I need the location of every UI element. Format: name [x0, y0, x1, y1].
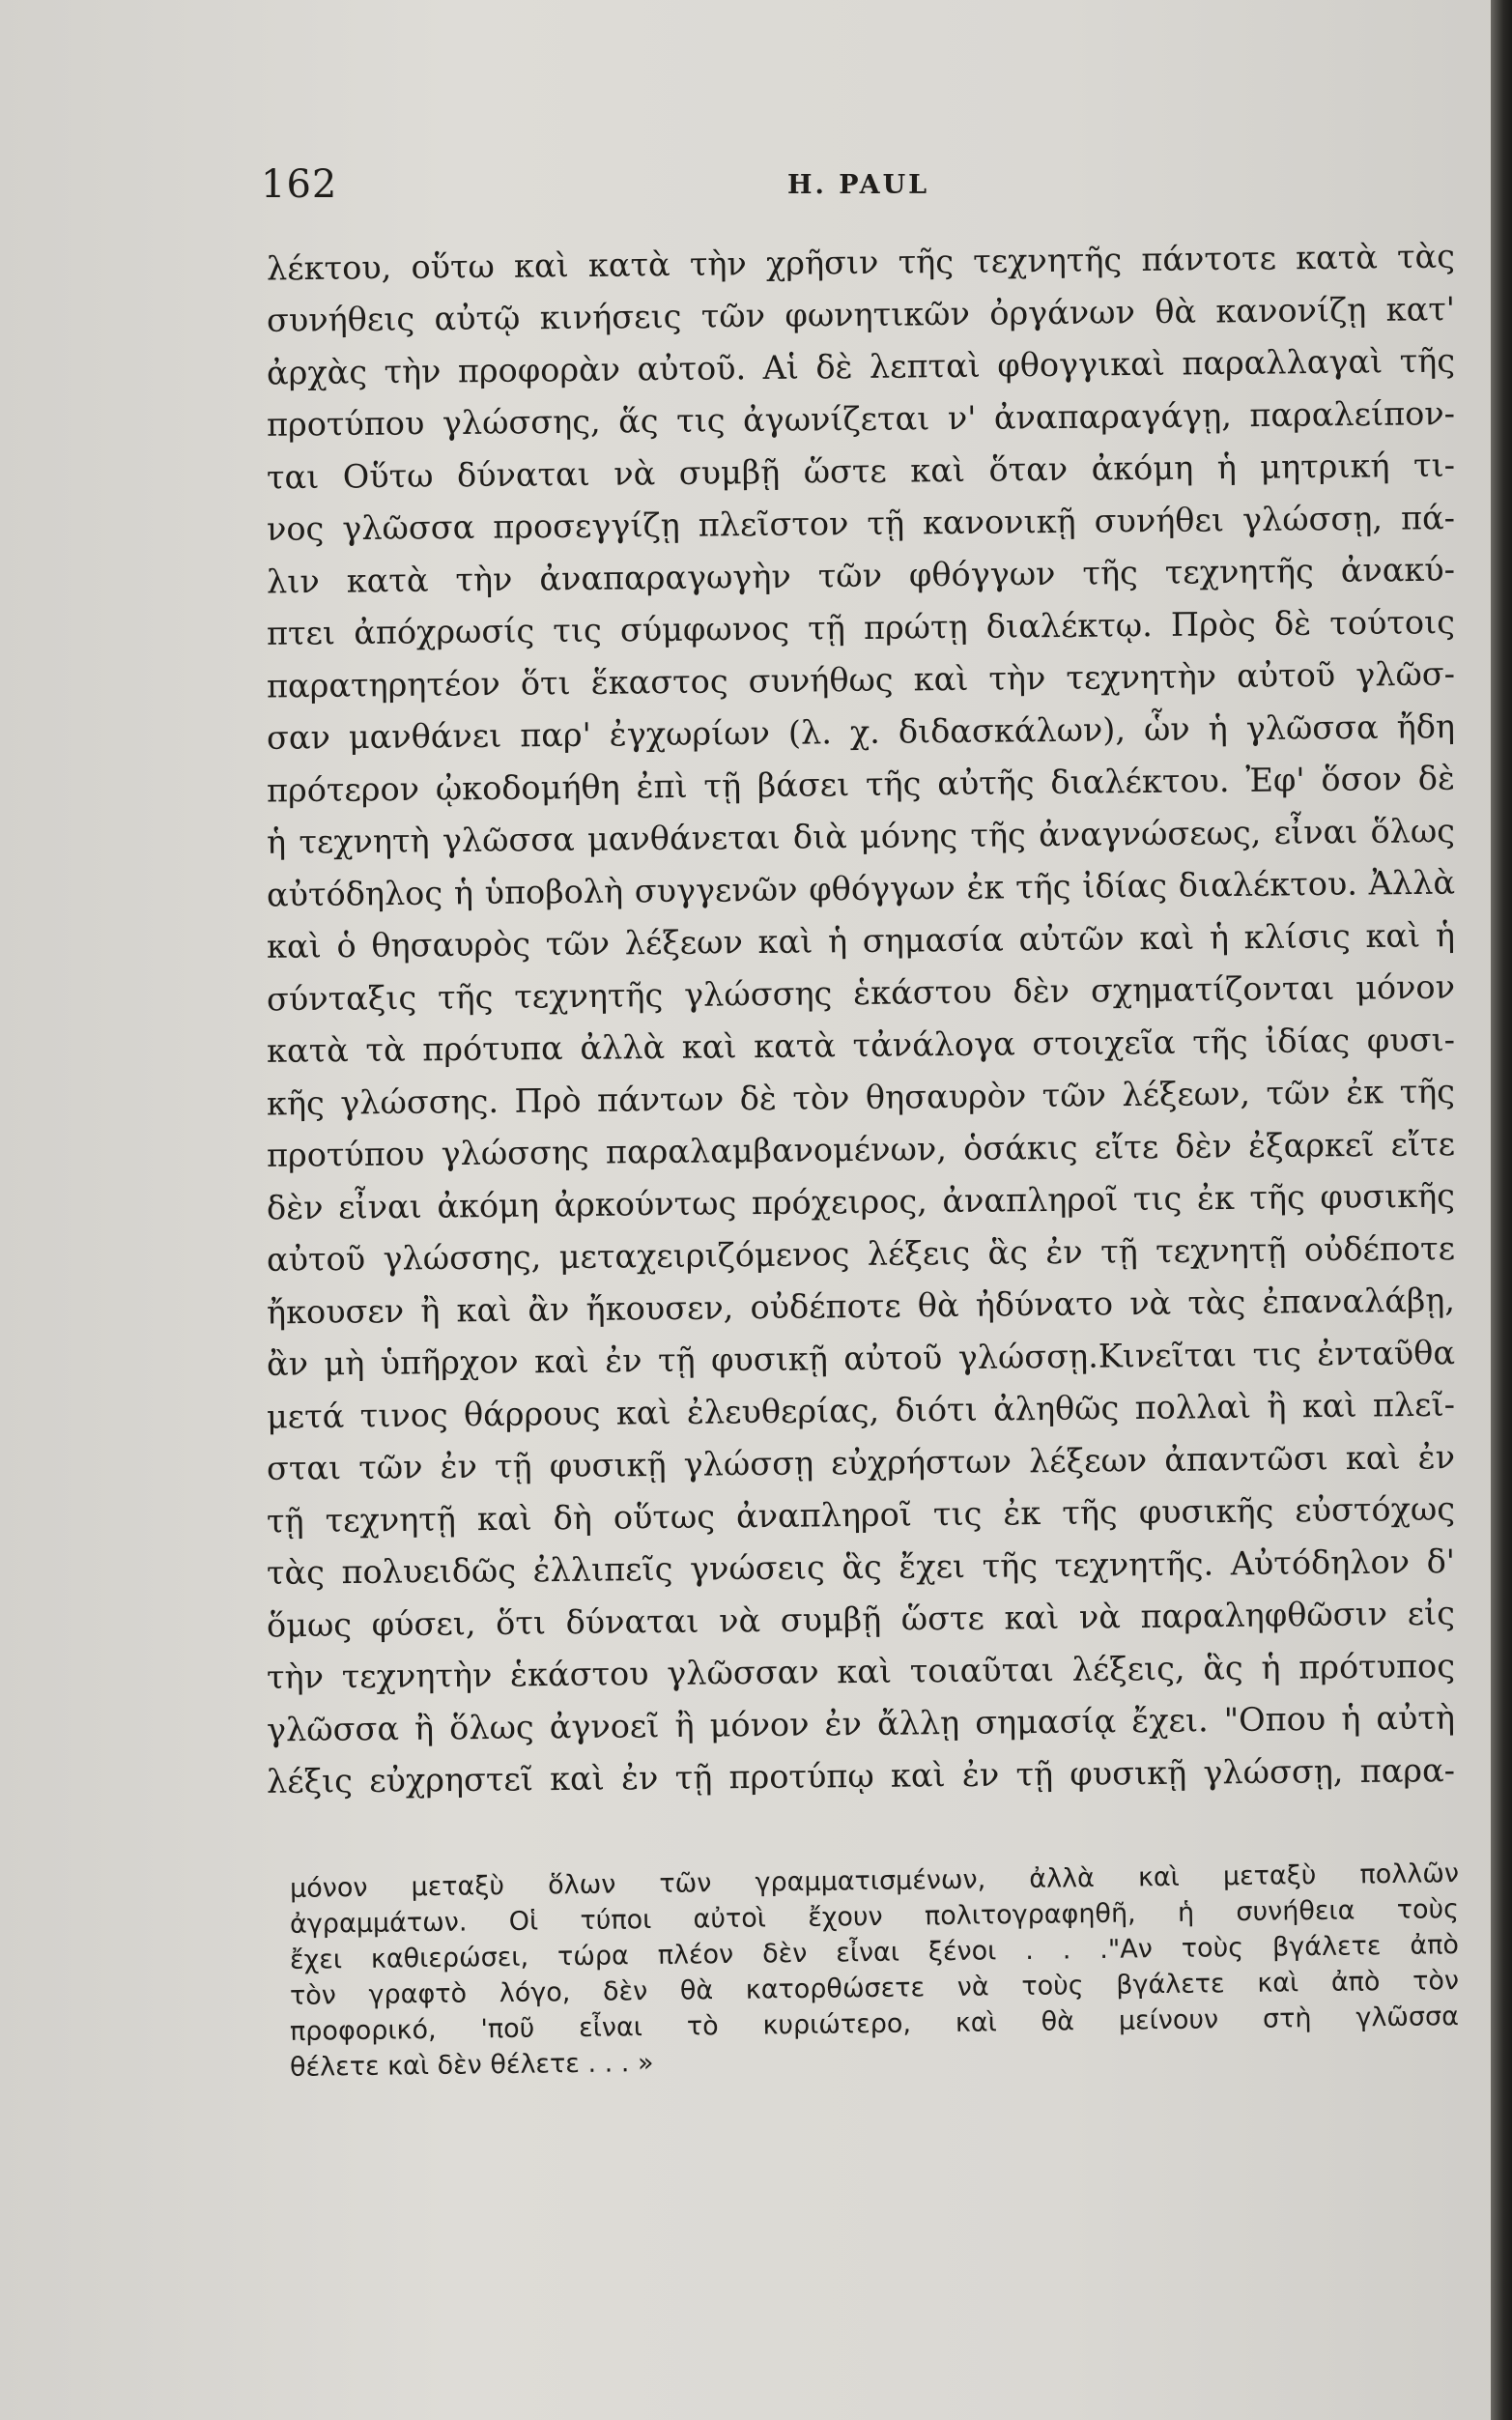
text-line: κατὰ τὰ πρότυπα ἀλλὰ καὶ κατὰ τἀνάλογα στοιχεῖα τῆς ἰδίας φυσι-: [266, 1021, 1456, 1070]
text-line: ἀρχὰς τὴν προφορὰν αὐτοῦ. Αἱ δὲ λεπταὶ φθογγικαὶ παραλλαγαὶ τῆς: [266, 341, 1456, 392]
text-line: τὴν τεχνητὴν ἑκάστου γλῶσσαν καὶ τοιαῦται λέξεις, ἃς ἡ πρότυπος: [266, 1647, 1456, 1696]
quote-line: ἔχει καθιερώσει, τώρα πλέον δὲν εἶναι ξένοι . . ."Αν τοὺς βγάλετε ἀπὸ: [289, 1930, 1460, 1975]
text-line: σται τῶν ἐν τῇ φυσικῇ γλώσσῃ εὐχρήστων λέξεων ἀπαντῶσι καὶ ἐν: [266, 1438, 1456, 1487]
text-line: ται Οὕτω δύναται νὰ συμβῇ ὥστε καὶ ὅταν ἀκόμη ἡ μητρική τι-: [266, 446, 1456, 497]
text-line: πρότερον ᾠκοδομήθη ἐπὶ τῇ βάσει τῆς αὐτῆς διαλέκτου. Ἐφ' ὅσον δὲ: [266, 759, 1456, 810]
text-line: νος γλῶσσα προσεγγίζῃ πλεῖστον τῇ κανονικῇ συνήθει γλώσσῃ, πά-: [266, 499, 1456, 548]
text-line: ἤκουσεν ἢ καὶ ἂν ἤκουσεν, οὐδέποτε θὰ ἠδύνατο νὰ τὰς ἐπαναλάβῃ,: [266, 1281, 1456, 1332]
text-line: προτύπου γλώσσης παραλαμβανομένων, ὁσάκις εἴτε δὲν ἐξαρκεῖ εἴτε: [266, 1125, 1456, 1174]
text-line: σύνταξις τῆς τεχνητῆς γλώσσης ἑκάστου δὲν σχηματίζονται μόνον: [266, 967, 1456, 1019]
text-line: γλῶσσα ἢ ὅλως ἀγνοεῖ ἢ μόνον ἐν ἄλλῃ σημασίᾳ ἔχει. "Οπου ἡ αὐτὴ: [266, 1698, 1456, 1749]
running-head: H. PAUL: [787, 170, 930, 200]
text-line: προτύπου γλώσσης, ἅς τις ἀγωνίζεται ν' ἀναπαραγάγῃ, παραλείπον-: [266, 394, 1456, 444]
text-line: συνήθεις αὐτῷ κινήσεις τῶν φωνητικῶν ὀργάνων θὰ κανονίζῃ κατ': [266, 290, 1456, 339]
text-line: αὐτοῦ γλώσσης, μεταχειριζόμενος λέξεις ἃς ἐν τῇ τεχνητῇ οὐδέποτε: [266, 1229, 1456, 1279]
text-line: καὶ ὁ θησαυρὸς τῶν λέξεων καὶ ἡ σημασία αὐτῶν καὶ ἡ κλίσις καὶ ἡ: [266, 916, 1456, 965]
text-line: λέξις εὐχρηστεῖ καὶ ἐν τῇ προτύπῳ καὶ ἐν τῇ φυσικῇ γλώσσῃ, παρα-: [266, 1751, 1456, 1801]
page-header: [261, 162, 1449, 220]
text-line: λιν κατὰ τὴν ἀναπαραγωγὴν τῶν φθόγγων τῆς τεχνητῆς ἀνακύ-: [266, 550, 1456, 601]
quote-line: προφορικό, 'ποῦ εἶναι τὸ κυριώτερο, καὶ θὰ μείνουν στὴ γλῶσσα: [289, 2002, 1460, 2047]
text-line: κῆς γλώσσης. Πρὸ πάντων δὲ τὸν θησαυρὸν τῶν λέξεων, τῶν ἐκ τῆς: [266, 1072, 1456, 1123]
quote-line: θέλετε καὶ δὲν θέλετε . . . »: [289, 2047, 654, 2083]
book-spine-shadow: [1491, 0, 1512, 2420]
quote-line: τὸν γραφτὸ λόγο, δὲν θὰ κατορθώσετε νὰ τοὺς βγάλετε καὶ ἀπὸ τὸν: [289, 1966, 1460, 2011]
text-line: ἂν μὴ ὑπῆρχον καὶ ἐν τῇ φυσικῇ αὐτοῦ γλώσσῃ.Κινεῖται τις ἐνταῦθα: [266, 1334, 1456, 1383]
text-line: ἡ τεχνητὴ γλῶσσα μανθάνεται διὰ μόνης τῆς ἀναγνώσεως, εἶναι ὅλως: [266, 812, 1456, 861]
text-line: αὐτόδηλος ἡ ὑποβολὴ συγγενῶν φθόγγων ἐκ τῆς ἰδίας διαλέκτου. Ἀλλὰ: [266, 863, 1456, 914]
text-line: τὰς πολυειδῶς ἐλλιπεῖς γνώσεις ἃς ἔχει τῆς τεχνητῆς. Αὐτόδηλον δ': [266, 1542, 1456, 1592]
text-line: λέκτου, οὕτω καὶ κατὰ τὴν χρῆσιν τῆς τεχνητῆς πάντοτε κατὰ τὰς: [266, 237, 1456, 288]
body-text: [267, 237, 1455, 1802]
page-number: 162: [261, 162, 338, 207]
text-line: σαν μανθάνει παρ' ἐγχωρίων (λ. χ. διδασκάλων), ὧν ἡ γλῶσσα ἤδη: [266, 707, 1456, 757]
quote-line: ἀγραμμάτων. Οἱ τύποι αὐτοὶ ἔχουν πολιτογραφηθῆ, ἡ συνήθεια τοὺς: [289, 1894, 1460, 1940]
text-line: παρατηρητέον ὅτι ἕκαστος συνήθως καὶ τὴν τεχνητὴν αὐτοῦ γλῶσ-: [266, 654, 1456, 706]
text-line: ὅμως φύσει, ὅτι δύναται νὰ συμβῇ ὥστε καὶ νὰ παραληφθῶσιν εἰς: [266, 1594, 1456, 1645]
text-line: δὲν εἶναι ἀκόμη ἀρκούντως πρόχειρος, ἀναπληροῖ τις ἐκ τῆς φυσικῆς: [266, 1176, 1456, 1227]
text-line: τῇ τεχνητῇ καὶ δὴ οὕτως ἀναπληροῖ τις ἐκ τῆς φυσικῆς εὐστόχως: [266, 1489, 1456, 1541]
quote-line: μόνον μεταξὺ ὅλων τῶν γραμματισμένων, ἀλλὰ καὶ μεταξὺ πολλῶν: [289, 1858, 1460, 1904]
text-line: μετά τινος θάρρους καὶ ἐλευθερίας, διότι ἀληθῶς πολλαὶ ἢ καὶ πλεῖ-: [266, 1385, 1456, 1436]
text-line: πτει ἀπόχρωσίς τις σύμφωνος τῇ πρώτῃ διαλέκτῳ. Πρὸς δὲ τούτοις: [266, 603, 1456, 652]
footnote-quote: [289, 1858, 1460, 2083]
